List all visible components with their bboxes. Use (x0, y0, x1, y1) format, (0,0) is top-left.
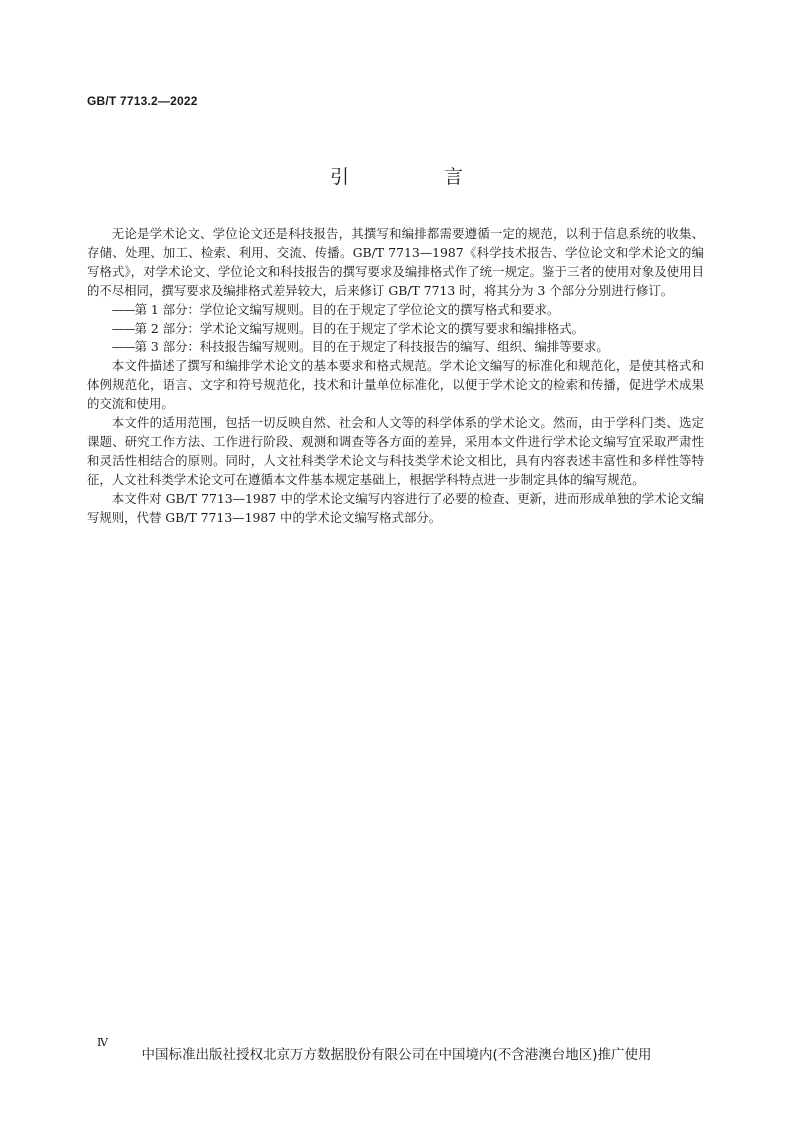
paragraph-replacement: 本文件对 GB/T 7713—1987 中的学术论文编写内容进行了必要的检查、更新，进而形成单独的学术论文编写规则，代替 GB/T 7713—1987 中的学术论文编写格式部分。 (87, 490, 704, 525)
list-dash: —— (111, 301, 135, 317)
list-item-text: 第 2 部分：学术论文编写规则。目的在于规定了学术论文的撰写要求和编排格式。 (134, 320, 585, 336)
distribution-note: 中国标准出版社授权北京万方数据股份有限公司在中国境内(不含港澳台地区)推广使用 (141, 1047, 652, 1063)
list-item-part-3 (87, 338, 704, 357)
body-text (87, 225, 704, 528)
list-item-text: 第 1 部分：学位论文编写规则。目的在于规定了学位论文的撰写格式和要求。 (134, 301, 560, 317)
list-dash: —— (111, 339, 135, 355)
list-item-text: 第 3 部分：科技报告编写规则。目的在于规定了科技报告的编写、组织、编排等要求。 (134, 339, 609, 355)
paragraph-scope: 本文件的适用范围，包括一切反映自然、社会和人文等的科学体系的学术论文。然而，由于学科门类、选定课题、研究工作方法、工作进行阶段、观测和调查等各方面的差异，采用本文件进行学术论文编写宜采取严肃性和灵活性相结合的原则。同时，人文社科类学术论文与科技类学术论文相比，具有内容表述丰富性和多样性等特征，人文社科类学术论文可在遵循本文件基本规定基础上，根据学科特点进一步制定具体的编写规范。 (87, 415, 704, 487)
section-title: 引 言 (329, 166, 501, 188)
list-item-part-1 (87, 301, 704, 320)
page-number: Ⅳ (97, 1036, 108, 1049)
list-item-part-2 (87, 320, 704, 339)
paragraph-description: 本文件描述了撰写和编排学术论文的基本要求和格式规范。学术论文编写的标准化和规范化，是使其格式和体例规范化，语言、文字和符号规范化，技术和计量单位标准化，以便于学术论文的检索和传播，促进学术成果的交流和使用。 (87, 358, 704, 412)
paragraph-intro: 无论是学术论文、学位论文还是科技报告，其撰写和编排都需要遵循一定的规范，以利于信息系统的收集、存储、处理、加工、检索、利用、交流、传播。GB/T 7713—1987《科学技术报告、学位论文和学术论文的编写格式》，对学术论文、学位论文和科技报告的撰写要求及编排格式作了统一规定。鉴于三者的使用对象及使用目的不尽相同，撰写要求及编排格式差异较大，后来修订 GB/T 7713 时，将其分为 3 个部分分别进行修订。 (87, 226, 704, 298)
list-dash: —— (111, 320, 135, 336)
standard-code: GB/T 7713.2—2022 (87, 94, 198, 108)
